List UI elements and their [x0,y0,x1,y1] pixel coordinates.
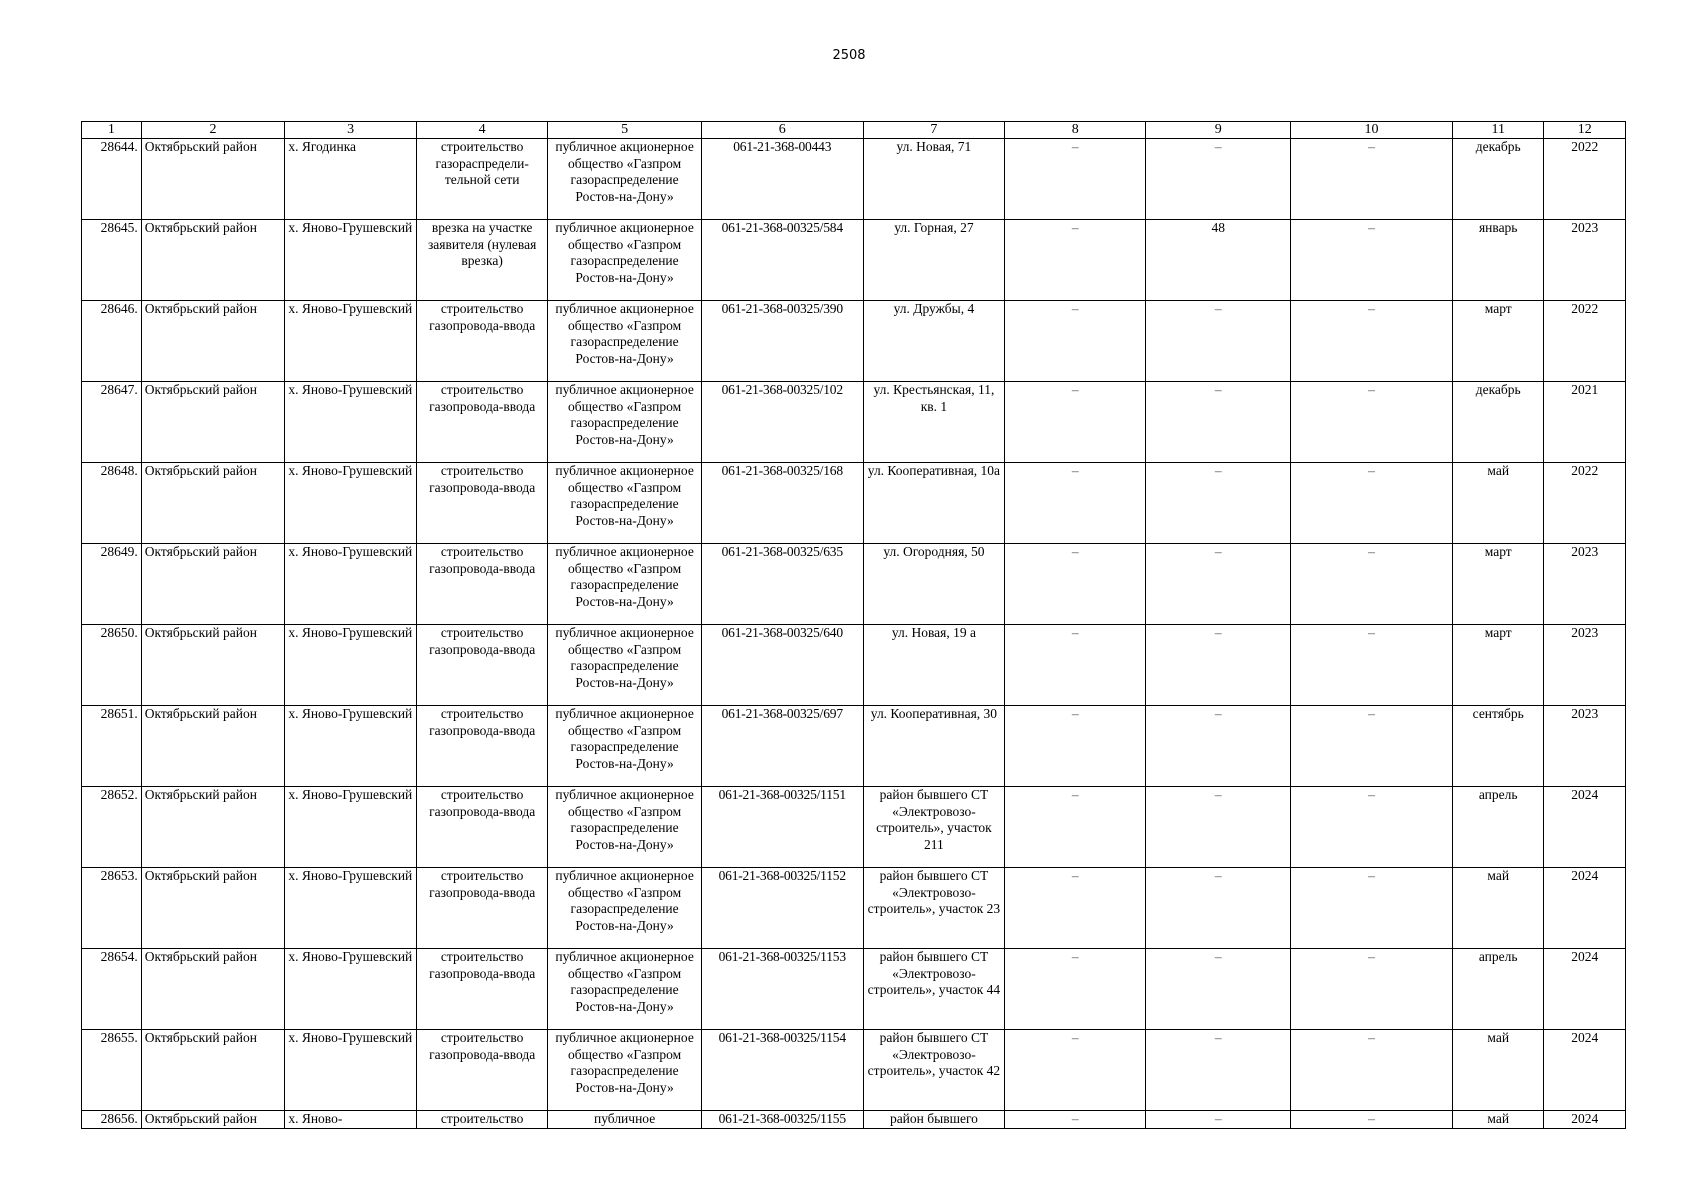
column-10-cell: – [1291,301,1453,382]
year-cell: 2023 [1544,544,1626,625]
column-10-cell: – [1291,787,1453,868]
column-10-cell: – [1291,1030,1453,1111]
organization-cell: публичное акционерное общество «Газпром газораспределение Ростов-на-Дону» [548,1030,701,1111]
column-10-cell: – [1291,463,1453,544]
column-8-cell: – [1005,868,1146,949]
locality-cell: х. Яново- [285,1111,417,1129]
year-cell: 2021 [1544,382,1626,463]
address-cell: ул. Дружбы, 4 [863,301,1004,382]
organization-cell: публичное акционерное общество «Газпром газораспределение Ростов-на-Дону» [548,868,701,949]
permit-number-cell: 061-21-368-00325/1152 [701,868,863,949]
column-header: 4 [416,122,548,139]
work-type-cell: строительство газопровода-ввода [416,868,548,949]
column-8-cell: – [1005,706,1146,787]
locality-cell: х. Яново-Грушевский [285,544,417,625]
year-cell: 2024 [1544,1030,1626,1111]
month-cell: январь [1453,220,1544,301]
address-cell: ул. Новая, 19 а [863,625,1004,706]
row-number: 28649. [82,544,142,625]
organization-cell: публичное акционерное общество «Газпром газораспределение Ростов-на-Дону» [548,787,701,868]
district-cell: Октябрьский район [141,463,285,544]
organization-cell: публичное акционерное общество «Газпром газораспределение Ростов-на-Дону» [548,949,701,1030]
column-9-cell: – [1146,706,1291,787]
column-header: 7 [863,122,1004,139]
column-header: 2 [141,122,285,139]
work-type-cell: строительство газораспредели-тельной сети [416,139,548,220]
table-row [82,139,1626,220]
year-cell: 2022 [1544,301,1626,382]
address-cell: ул. Горная, 27 [863,220,1004,301]
column-8-cell: – [1005,139,1146,220]
address-cell: район бывшего СТ «Электровозо-строитель», участок 44 [863,949,1004,1030]
district-cell: Октябрьский район [141,220,285,301]
month-cell: май [1453,1030,1544,1111]
permit-number-cell: 061-21-368-00325/1154 [701,1030,863,1111]
organization-cell: публичное [548,1111,701,1129]
locality-cell: х. Яново-Грушевский [285,949,417,1030]
organization-cell: публичное акционерное общество «Газпром газораспределение Ростов-на-Дону» [548,544,701,625]
table-row [82,544,1626,625]
table-row [82,625,1626,706]
work-type-cell: строительство [416,1111,548,1129]
district-cell: Октябрьский район [141,706,285,787]
work-type-cell: строительство газопровода-ввода [416,1030,548,1111]
table-row [82,868,1626,949]
month-cell: март [1453,544,1544,625]
year-cell: 2024 [1544,868,1626,949]
month-cell: май [1453,868,1544,949]
column-8-cell: – [1005,463,1146,544]
month-cell: декабрь [1453,382,1544,463]
permit-number-cell: 061-21-368-00325/640 [701,625,863,706]
row-number: 28647. [82,382,142,463]
column-10-cell: – [1291,625,1453,706]
column-8-cell: – [1005,625,1146,706]
permit-number-cell: 061-21-368-00325/102 [701,382,863,463]
work-type-cell: строительство газопровода-ввода [416,625,548,706]
address-cell: район бывшего СТ «Электровозо-строитель», участок 42 [863,1030,1004,1111]
row-number: 28653. [82,868,142,949]
permit-number-cell: 061-21-368-00325/168 [701,463,863,544]
column-header: 12 [1544,122,1626,139]
column-header: 11 [1453,122,1544,139]
district-cell: Октябрьский район [141,787,285,868]
column-10-cell: – [1291,544,1453,625]
month-cell: сентябрь [1453,706,1544,787]
year-cell: 2023 [1544,706,1626,787]
permit-number-cell: 061-21-368-00325/1151 [701,787,863,868]
address-cell: район бывшего СТ «Электровозо-строитель», участок 23 [863,868,1004,949]
month-cell: май [1453,1111,1544,1129]
row-number: 28646. [82,301,142,382]
work-type-cell: строительство газопровода-ввода [416,787,548,868]
permit-number-cell: 061-21-368-00325/635 [701,544,863,625]
column-9-cell: – [1146,463,1291,544]
work-type-cell: строительство газопровода-ввода [416,949,548,1030]
table-body [82,139,1626,1129]
work-type-cell: врезка на участке заявителя (нулевая врезка) [416,220,548,301]
district-cell: Октябрьский район [141,868,285,949]
row-number: 28648. [82,463,142,544]
locality-cell: х. Яново-Грушевский [285,787,417,868]
locality-cell: х. Яново-Грушевский [285,706,417,787]
column-9-cell: – [1146,787,1291,868]
month-cell: май [1453,463,1544,544]
year-cell: 2024 [1544,787,1626,868]
year-cell: 2024 [1544,949,1626,1030]
page-number: 2508 [832,48,866,63]
organization-cell: публичное акционерное общество «Газпром газораспределение Ростов-на-Дону» [548,139,701,220]
address-cell: ул. Новая, 71 [863,139,1004,220]
locality-cell: х. Яново-Грушевский [285,625,417,706]
row-number: 28650. [82,625,142,706]
address-cell: ул. Огородняя, 50 [863,544,1004,625]
address-cell: район бывшего [863,1111,1004,1129]
district-cell: Октябрьский район [141,949,285,1030]
locality-cell: х. Яново-Грушевский [285,301,417,382]
column-10-cell: – [1291,382,1453,463]
column-number-row [82,122,1626,139]
table-row [82,949,1626,1030]
month-cell: март [1453,625,1544,706]
organization-cell: публичное акционерное общество «Газпром газораспределение Ростов-на-Дону» [548,301,701,382]
column-header: 3 [285,122,417,139]
permit-number-cell: 061-21-368-00443 [701,139,863,220]
year-cell: 2022 [1544,139,1626,220]
column-header: 1 [82,122,142,139]
column-8-cell: – [1005,382,1146,463]
table-row [82,220,1626,301]
column-9-cell: – [1146,625,1291,706]
table-row [82,1111,1626,1129]
organization-cell: публичное акционерное общество «Газпром газораспределение Ростов-на-Дону» [548,220,701,301]
table-row [82,787,1626,868]
gasification-table [81,121,1626,1129]
column-9-cell: – [1146,544,1291,625]
organization-cell: публичное акционерное общество «Газпром газораспределение Ростов-на-Дону» [548,625,701,706]
column-8-cell: – [1005,220,1146,301]
district-cell: Октябрьский район [141,139,285,220]
column-9-cell: – [1146,382,1291,463]
locality-cell: х. Яново-Грушевский [285,220,417,301]
column-8-cell: – [1005,301,1146,382]
column-10-cell: – [1291,949,1453,1030]
locality-cell: х. Яново-Грушевский [285,1030,417,1111]
column-header: 9 [1146,122,1291,139]
column-header: 10 [1291,122,1453,139]
column-9-cell: – [1146,1030,1291,1111]
table-row [82,382,1626,463]
permit-number-cell: 061-21-368-00325/697 [701,706,863,787]
row-number: 28645. [82,220,142,301]
column-10-cell: – [1291,868,1453,949]
column-9-cell: – [1146,301,1291,382]
table-row [82,301,1626,382]
organization-cell: публичное акционерное общество «Газпром газораспределение Ростов-на-Дону» [548,706,701,787]
district-cell: Октябрьский район [141,625,285,706]
district-cell: Октябрьский район [141,382,285,463]
column-10-cell: – [1291,1111,1453,1129]
year-cell: 2022 [1544,463,1626,544]
locality-cell: х. Яново-Грушевский [285,868,417,949]
district-cell: Октябрьский район [141,544,285,625]
month-cell: апрель [1453,949,1544,1030]
district-cell: Октябрьский район [141,301,285,382]
column-9-cell: – [1146,139,1291,220]
column-9-cell: – [1146,1111,1291,1129]
work-type-cell: строительство газопровода-ввода [416,544,548,625]
locality-cell: х. Яново-Грушевский [285,382,417,463]
permit-number-cell: 061-21-368-00325/390 [701,301,863,382]
year-cell: 2023 [1544,220,1626,301]
column-header: 5 [548,122,701,139]
address-cell: ул. Кооперативная, 30 [863,706,1004,787]
work-type-cell: строительство газопровода-ввода [416,301,548,382]
column-8-cell: – [1005,1111,1146,1129]
work-type-cell: строительство газопровода-ввода [416,706,548,787]
column-9-cell: 48 [1146,220,1291,301]
table-row [82,706,1626,787]
row-number: 28654. [82,949,142,1030]
month-cell: декабрь [1453,139,1544,220]
column-8-cell: – [1005,544,1146,625]
row-number: 28652. [82,787,142,868]
locality-cell: х. Ягодинка [285,139,417,220]
column-10-cell: – [1291,139,1453,220]
row-number: 28656. [82,1111,142,1129]
row-number: 28644. [82,139,142,220]
work-type-cell: строительство газопровода-ввода [416,463,548,544]
column-8-cell: – [1005,949,1146,1030]
organization-cell: публичное акционерное общество «Газпром газораспределение Ростов-на-Дону» [548,463,701,544]
column-header: 6 [701,122,863,139]
district-cell: Октябрьский район [141,1030,285,1111]
locality-cell: х. Яново-Грушевский [285,463,417,544]
table-row [82,463,1626,544]
permit-number-cell: 061-21-368-00325/1153 [701,949,863,1030]
column-9-cell: – [1146,868,1291,949]
year-cell: 2024 [1544,1111,1626,1129]
work-type-cell: строительство газопровода-ввода [416,382,548,463]
column-header: 8 [1005,122,1146,139]
district-cell: Октябрьский район [141,1111,285,1129]
column-9-cell: – [1146,949,1291,1030]
permit-number-cell: 061-21-368-00325/1155 [701,1111,863,1129]
address-cell: ул. Кооперативная, 10а [863,463,1004,544]
permit-number-cell: 061-21-368-00325/584 [701,220,863,301]
table-row [82,1030,1626,1111]
column-10-cell: – [1291,220,1453,301]
year-cell: 2023 [1544,625,1626,706]
row-number: 28655. [82,1030,142,1111]
month-cell: апрель [1453,787,1544,868]
row-number: 28651. [82,706,142,787]
column-10-cell: – [1291,706,1453,787]
column-8-cell: – [1005,1030,1146,1111]
column-8-cell: – [1005,787,1146,868]
month-cell: март [1453,301,1544,382]
address-cell: ул. Крестьянская, 11, кв. 1 [863,382,1004,463]
organization-cell: публичное акционерное общество «Газпром газораспределение Ростов-на-Дону» [548,382,701,463]
address-cell: район бывшего СТ «Электровозо-строитель», участок 211 [863,787,1004,868]
